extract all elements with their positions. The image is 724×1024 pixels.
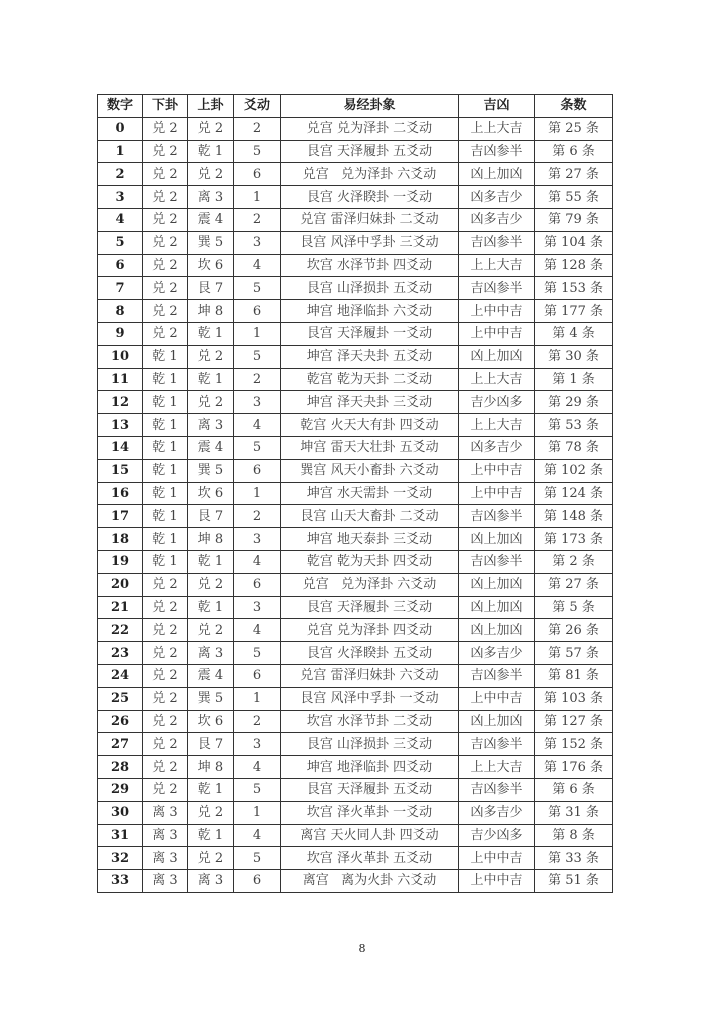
cell-moving-line: 6 — [234, 300, 281, 323]
table-row — [98, 756, 613, 779]
cell-hexagram: 艮宫 天泽履卦 一爻动 — [281, 322, 459, 345]
cell-hexagram: 坤宫 水天需卦 一爻动 — [281, 482, 459, 505]
cell-moving-line: 2 — [234, 117, 281, 140]
cell-lower-trigram: 乾 1 — [143, 550, 188, 573]
cell-moving-line: 4 — [234, 414, 281, 437]
cell-upper-trigram: 乾 1 — [188, 824, 234, 847]
cell-hexagram: 坤宫 雷天大壮卦 五爻动 — [281, 436, 459, 459]
cell-hexagram: 兑宫 兑为泽卦 四爻动 — [281, 619, 459, 642]
cell-moving-line: 3 — [234, 391, 281, 414]
cell-upper-trigram: 震 4 — [188, 664, 234, 687]
cell-fortune: 凶多吉少 — [459, 186, 535, 209]
cell-number: 23 — [98, 642, 143, 665]
cell-lower-trigram: 离 3 — [143, 801, 188, 824]
cell-hexagram: 艮宫 山泽损卦 三爻动 — [281, 733, 459, 756]
cell-moving-line: 6 — [234, 870, 281, 893]
cell-lower-trigram: 兑 2 — [143, 710, 188, 733]
header-upper-trigram: 上卦 — [188, 95, 234, 118]
cell-hexagram: 兑宫 兑为泽卦 六爻动 — [281, 573, 459, 596]
table-row — [98, 619, 613, 642]
cell-upper-trigram: 离 3 — [188, 642, 234, 665]
cell-moving-line: 1 — [234, 687, 281, 710]
table-row — [98, 687, 613, 710]
cell-upper-trigram: 坎 6 — [188, 254, 234, 277]
cell-lower-trigram: 兑 2 — [143, 208, 188, 231]
cell-number: 12 — [98, 391, 143, 414]
cell-entry: 第 102 条 — [535, 459, 613, 482]
page-number: 8 — [358, 942, 366, 955]
cell-entry: 第 33 条 — [535, 847, 613, 870]
cell-entry: 第 128 条 — [535, 254, 613, 277]
header-fortune: 吉凶 — [459, 95, 535, 118]
cell-moving-line: 5 — [234, 436, 281, 459]
cell-upper-trigram: 巽 5 — [188, 459, 234, 482]
cell-upper-trigram: 震 4 — [188, 436, 234, 459]
cell-fortune: 吉凶参半 — [459, 550, 535, 573]
cell-moving-line: 5 — [234, 778, 281, 801]
cell-upper-trigram: 乾 1 — [188, 596, 234, 619]
cell-hexagram: 离宫 离为火卦 六爻动 — [281, 870, 459, 893]
cell-entry: 第 124 条 — [535, 482, 613, 505]
cell-fortune: 上中中吉 — [459, 687, 535, 710]
cell-lower-trigram: 兑 2 — [143, 733, 188, 756]
cell-moving-line: 6 — [234, 573, 281, 596]
cell-entry: 第 30 条 — [535, 345, 613, 368]
cell-lower-trigram: 乾 1 — [143, 436, 188, 459]
cell-upper-trigram: 兑 2 — [188, 847, 234, 870]
cell-moving-line: 4 — [234, 254, 281, 277]
cell-hexagram: 艮宫 天泽履卦 五爻动 — [281, 778, 459, 801]
cell-entry: 第 26 条 — [535, 619, 613, 642]
table-row — [98, 345, 613, 368]
table-row — [98, 254, 613, 277]
cell-fortune: 上上大吉 — [459, 254, 535, 277]
cell-moving-line: 6 — [234, 163, 281, 186]
cell-lower-trigram: 乾 1 — [143, 414, 188, 437]
cell-number: 5 — [98, 231, 143, 254]
table-row — [98, 414, 613, 437]
table-row — [98, 642, 613, 665]
cell-fortune: 凶多吉少 — [459, 208, 535, 231]
cell-lower-trigram: 兑 2 — [143, 573, 188, 596]
cell-number: 30 — [98, 801, 143, 824]
cell-number: 2 — [98, 163, 143, 186]
cell-entry: 第 127 条 — [535, 710, 613, 733]
cell-lower-trigram: 兑 2 — [143, 619, 188, 642]
cell-upper-trigram: 巽 5 — [188, 231, 234, 254]
cell-hexagram: 艮宫 火泽睽卦 一爻动 — [281, 186, 459, 209]
cell-entry: 第 53 条 — [535, 414, 613, 437]
cell-lower-trigram: 兑 2 — [143, 140, 188, 163]
cell-lower-trigram: 离 3 — [143, 870, 188, 893]
cell-number: 8 — [98, 300, 143, 323]
cell-number: 22 — [98, 619, 143, 642]
cell-upper-trigram: 乾 1 — [188, 140, 234, 163]
cell-lower-trigram: 乾 1 — [143, 528, 188, 551]
cell-fortune: 凶上加凶 — [459, 528, 535, 551]
cell-fortune: 上上大吉 — [459, 368, 535, 391]
cell-lower-trigram: 兑 2 — [143, 117, 188, 140]
cell-hexagram: 乾宫 火天大有卦 四爻动 — [281, 414, 459, 437]
table-row — [98, 186, 613, 209]
table-row — [98, 436, 613, 459]
table-row — [98, 870, 613, 893]
cell-upper-trigram: 兑 2 — [188, 391, 234, 414]
cell-fortune: 凶多吉少 — [459, 642, 535, 665]
cell-upper-trigram: 坎 6 — [188, 710, 234, 733]
cell-entry: 第 1 条 — [535, 368, 613, 391]
table-row — [98, 710, 613, 733]
cell-hexagram: 艮宫 山泽损卦 五爻动 — [281, 277, 459, 300]
cell-fortune: 上中中吉 — [459, 847, 535, 870]
cell-entry: 第 79 条 — [535, 208, 613, 231]
cell-lower-trigram: 兑 2 — [143, 778, 188, 801]
table-row — [98, 801, 613, 824]
cell-number: 31 — [98, 824, 143, 847]
cell-lower-trigram: 乾 1 — [143, 345, 188, 368]
cell-fortune: 吉凶参半 — [459, 664, 535, 687]
cell-lower-trigram: 兑 2 — [143, 642, 188, 665]
table-row — [98, 664, 613, 687]
cell-fortune: 凶多吉少 — [459, 801, 535, 824]
cell-hexagram: 艮宫 天泽履卦 三爻动 — [281, 596, 459, 619]
cell-entry: 第 25 条 — [535, 117, 613, 140]
header-number: 数字 — [98, 95, 143, 118]
cell-moving-line: 5 — [234, 345, 281, 368]
cell-hexagram: 艮宫 天泽履卦 五爻动 — [281, 140, 459, 163]
cell-lower-trigram: 兑 2 — [143, 163, 188, 186]
cell-moving-line: 2 — [234, 368, 281, 391]
cell-entry: 第 78 条 — [535, 436, 613, 459]
table-row — [98, 368, 613, 391]
hexagram-table — [97, 94, 613, 893]
cell-entry: 第 27 条 — [535, 573, 613, 596]
cell-fortune: 吉凶参半 — [459, 140, 535, 163]
cell-number: 18 — [98, 528, 143, 551]
cell-entry: 第 55 条 — [535, 186, 613, 209]
cell-entry: 第 6 条 — [535, 778, 613, 801]
cell-fortune: 凶上加凶 — [459, 573, 535, 596]
cell-hexagram: 兑宫 兑为泽卦 二爻动 — [281, 117, 459, 140]
cell-entry: 第 51 条 — [535, 870, 613, 893]
header-moving-line: 爻动 — [234, 95, 281, 118]
cell-moving-line: 3 — [234, 528, 281, 551]
table-row — [98, 778, 613, 801]
cell-moving-line: 1 — [234, 801, 281, 824]
header-hexagram: 易经卦象 — [281, 95, 459, 118]
cell-fortune: 吉凶参半 — [459, 505, 535, 528]
cell-moving-line: 1 — [234, 186, 281, 209]
table-row — [98, 824, 613, 847]
cell-fortune: 吉凶参半 — [459, 231, 535, 254]
cell-upper-trigram: 坤 8 — [188, 756, 234, 779]
cell-fortune: 吉凶参半 — [459, 778, 535, 801]
cell-lower-trigram: 兑 2 — [143, 322, 188, 345]
cell-moving-line: 5 — [234, 140, 281, 163]
cell-number: 3 — [98, 186, 143, 209]
cell-lower-trigram: 乾 1 — [143, 505, 188, 528]
cell-fortune: 上上大吉 — [459, 414, 535, 437]
cell-number: 11 — [98, 368, 143, 391]
table-row — [98, 596, 613, 619]
cell-upper-trigram: 兑 2 — [188, 117, 234, 140]
cell-entry: 第 153 条 — [535, 277, 613, 300]
cell-hexagram: 兑宫 雷泽归妹卦 二爻动 — [281, 208, 459, 231]
cell-moving-line: 2 — [234, 208, 281, 231]
table-row — [98, 482, 613, 505]
cell-number: 0 — [98, 117, 143, 140]
cell-number: 4 — [98, 208, 143, 231]
cell-upper-trigram: 离 3 — [188, 186, 234, 209]
cell-moving-line: 1 — [234, 482, 281, 505]
cell-hexagram: 艮宫 风泽中孚卦 一爻动 — [281, 687, 459, 710]
cell-number: 24 — [98, 664, 143, 687]
cell-lower-trigram: 兑 2 — [143, 687, 188, 710]
cell-lower-trigram: 乾 1 — [143, 482, 188, 505]
cell-entry: 第 6 条 — [535, 140, 613, 163]
cell-fortune: 凶上加凶 — [459, 163, 535, 186]
cell-upper-trigram: 震 4 — [188, 208, 234, 231]
cell-hexagram: 坤宫 泽天夬卦 三爻动 — [281, 391, 459, 414]
cell-entry: 第 173 条 — [535, 528, 613, 551]
cell-lower-trigram: 兑 2 — [143, 254, 188, 277]
cell-hexagram: 艮宫 山天大畜卦 二爻动 — [281, 505, 459, 528]
cell-fortune: 吉少凶多 — [459, 824, 535, 847]
cell-moving-line: 4 — [234, 619, 281, 642]
table-row — [98, 550, 613, 573]
cell-upper-trigram: 离 3 — [188, 870, 234, 893]
cell-fortune: 吉少凶多 — [459, 391, 535, 414]
cell-fortune: 上中中吉 — [459, 459, 535, 482]
cell-number: 17 — [98, 505, 143, 528]
table-row — [98, 322, 613, 345]
cell-moving-line: 3 — [234, 231, 281, 254]
cell-hexagram: 坤宫 地天泰卦 三爻动 — [281, 528, 459, 551]
cell-fortune: 上上大吉 — [459, 117, 535, 140]
table-row — [98, 528, 613, 551]
cell-entry: 第 27 条 — [535, 163, 613, 186]
cell-lower-trigram: 兑 2 — [143, 596, 188, 619]
cell-upper-trigram: 兑 2 — [188, 345, 234, 368]
table-row — [98, 277, 613, 300]
cell-upper-trigram: 兑 2 — [188, 163, 234, 186]
cell-hexagram: 坎宫 水泽节卦 二爻动 — [281, 710, 459, 733]
cell-upper-trigram: 乾 1 — [188, 368, 234, 391]
cell-hexagram: 兑宫 雷泽归妹卦 六爻动 — [281, 664, 459, 687]
table-row — [98, 231, 613, 254]
cell-entry: 第 8 条 — [535, 824, 613, 847]
cell-number: 25 — [98, 687, 143, 710]
cell-entry: 第 2 条 — [535, 550, 613, 573]
table-row — [98, 847, 613, 870]
cell-number: 20 — [98, 573, 143, 596]
cell-upper-trigram: 兑 2 — [188, 619, 234, 642]
cell-hexagram: 坤宫 泽天夬卦 五爻动 — [281, 345, 459, 368]
cell-upper-trigram: 乾 1 — [188, 550, 234, 573]
cell-lower-trigram: 兑 2 — [143, 277, 188, 300]
cell-number: 28 — [98, 756, 143, 779]
cell-fortune: 凶上加凶 — [459, 619, 535, 642]
cell-hexagram: 艮宫 火泽睽卦 五爻动 — [281, 642, 459, 665]
cell-fortune: 凶上加凶 — [459, 596, 535, 619]
cell-number: 14 — [98, 436, 143, 459]
cell-moving-line: 6 — [234, 459, 281, 482]
cell-number: 10 — [98, 345, 143, 368]
cell-number: 16 — [98, 482, 143, 505]
cell-hexagram: 坎宫 泽火革卦 五爻动 — [281, 847, 459, 870]
cell-number: 32 — [98, 847, 143, 870]
cell-upper-trigram: 坎 6 — [188, 482, 234, 505]
cell-number: 19 — [98, 550, 143, 573]
header-lower-trigram: 下卦 — [143, 95, 188, 118]
cell-lower-trigram: 兑 2 — [143, 231, 188, 254]
table-row — [98, 300, 613, 323]
cell-moving-line: 3 — [234, 596, 281, 619]
cell-hexagram: 乾宫 乾为天卦 四爻动 — [281, 550, 459, 573]
cell-number: 27 — [98, 733, 143, 756]
cell-entry: 第 31 条 — [535, 801, 613, 824]
cell-entry: 第 103 条 — [535, 687, 613, 710]
cell-lower-trigram: 离 3 — [143, 824, 188, 847]
table-row — [98, 163, 613, 186]
cell-number: 33 — [98, 870, 143, 893]
cell-moving-line: 4 — [234, 550, 281, 573]
cell-lower-trigram: 兑 2 — [143, 300, 188, 323]
cell-entry: 第 4 条 — [535, 322, 613, 345]
cell-fortune: 上中中吉 — [459, 322, 535, 345]
cell-lower-trigram: 乾 1 — [143, 459, 188, 482]
cell-entry: 第 81 条 — [535, 664, 613, 687]
cell-fortune: 凶上加凶 — [459, 710, 535, 733]
cell-moving-line: 6 — [234, 664, 281, 687]
header-entry: 条数 — [535, 95, 613, 118]
cell-number: 13 — [98, 414, 143, 437]
cell-upper-trigram: 艮 7 — [188, 733, 234, 756]
cell-fortune: 吉凶参半 — [459, 277, 535, 300]
cell-moving-line: 5 — [234, 277, 281, 300]
cell-upper-trigram: 兑 2 — [188, 801, 234, 824]
cell-entry: 第 176 条 — [535, 756, 613, 779]
cell-upper-trigram: 艮 7 — [188, 505, 234, 528]
cell-hexagram: 艮宫 风泽中孚卦 三爻动 — [281, 231, 459, 254]
cell-upper-trigram: 乾 1 — [188, 778, 234, 801]
cell-lower-trigram: 乾 1 — [143, 368, 188, 391]
cell-entry: 第 57 条 — [535, 642, 613, 665]
cell-upper-trigram: 坤 8 — [188, 528, 234, 551]
cell-moving-line: 4 — [234, 824, 281, 847]
cell-number: 7 — [98, 277, 143, 300]
cell-number: 21 — [98, 596, 143, 619]
cell-number: 15 — [98, 459, 143, 482]
cell-lower-trigram: 兑 2 — [143, 186, 188, 209]
cell-fortune: 上中中吉 — [459, 300, 535, 323]
table-row — [98, 140, 613, 163]
cell-lower-trigram: 离 3 — [143, 847, 188, 870]
cell-fortune: 凶上加凶 — [459, 345, 535, 368]
table-row — [98, 208, 613, 231]
table-row — [98, 459, 613, 482]
cell-entry: 第 177 条 — [535, 300, 613, 323]
cell-fortune: 凶多吉少 — [459, 436, 535, 459]
cell-hexagram: 坎宫 水泽节卦 四爻动 — [281, 254, 459, 277]
table-row — [98, 505, 613, 528]
cell-moving-line: 2 — [234, 505, 281, 528]
cell-fortune: 上中中吉 — [459, 870, 535, 893]
cell-moving-line: 4 — [234, 756, 281, 779]
cell-hexagram: 坤宫 地泽临卦 六爻动 — [281, 300, 459, 323]
cell-moving-line: 5 — [234, 642, 281, 665]
cell-upper-trigram: 乾 1 — [188, 322, 234, 345]
cell-lower-trigram: 兑 2 — [143, 756, 188, 779]
cell-upper-trigram: 巽 5 — [188, 687, 234, 710]
cell-upper-trigram: 离 3 — [188, 414, 234, 437]
cell-entry: 第 29 条 — [535, 391, 613, 414]
table-row — [98, 117, 613, 140]
cell-number: 9 — [98, 322, 143, 345]
cell-number: 29 — [98, 778, 143, 801]
cell-upper-trigram: 艮 7 — [188, 277, 234, 300]
cell-number: 26 — [98, 710, 143, 733]
cell-upper-trigram: 坤 8 — [188, 300, 234, 323]
table-row — [98, 733, 613, 756]
cell-moving-line: 5 — [234, 847, 281, 870]
cell-entry: 第 104 条 — [535, 231, 613, 254]
cell-fortune: 吉凶参半 — [459, 733, 535, 756]
cell-entry: 第 152 条 — [535, 733, 613, 756]
cell-upper-trigram: 兑 2 — [188, 573, 234, 596]
cell-fortune: 上中中吉 — [459, 482, 535, 505]
cell-fortune: 上上大吉 — [459, 756, 535, 779]
cell-entry: 第 5 条 — [535, 596, 613, 619]
table-header-row — [98, 95, 613, 118]
table-row — [98, 391, 613, 414]
cell-hexagram: 兑宫 兑为泽卦 六爻动 — [281, 163, 459, 186]
cell-moving-line: 2 — [234, 710, 281, 733]
cell-moving-line: 3 — [234, 733, 281, 756]
cell-moving-line: 1 — [234, 322, 281, 345]
cell-hexagram: 乾宫 乾为天卦 二爻动 — [281, 368, 459, 391]
cell-hexagram: 坎宫 泽火革卦 一爻动 — [281, 801, 459, 824]
cell-hexagram: 巽宫 风天小畜卦 六爻动 — [281, 459, 459, 482]
cell-lower-trigram: 兑 2 — [143, 664, 188, 687]
cell-hexagram: 离宫 天火同人卦 四爻动 — [281, 824, 459, 847]
cell-lower-trigram: 乾 1 — [143, 391, 188, 414]
cell-hexagram: 坤宫 地泽临卦 四爻动 — [281, 756, 459, 779]
cell-entry: 第 148 条 — [535, 505, 613, 528]
cell-number: 1 — [98, 140, 143, 163]
cell-number: 6 — [98, 254, 143, 277]
table-row — [98, 573, 613, 596]
